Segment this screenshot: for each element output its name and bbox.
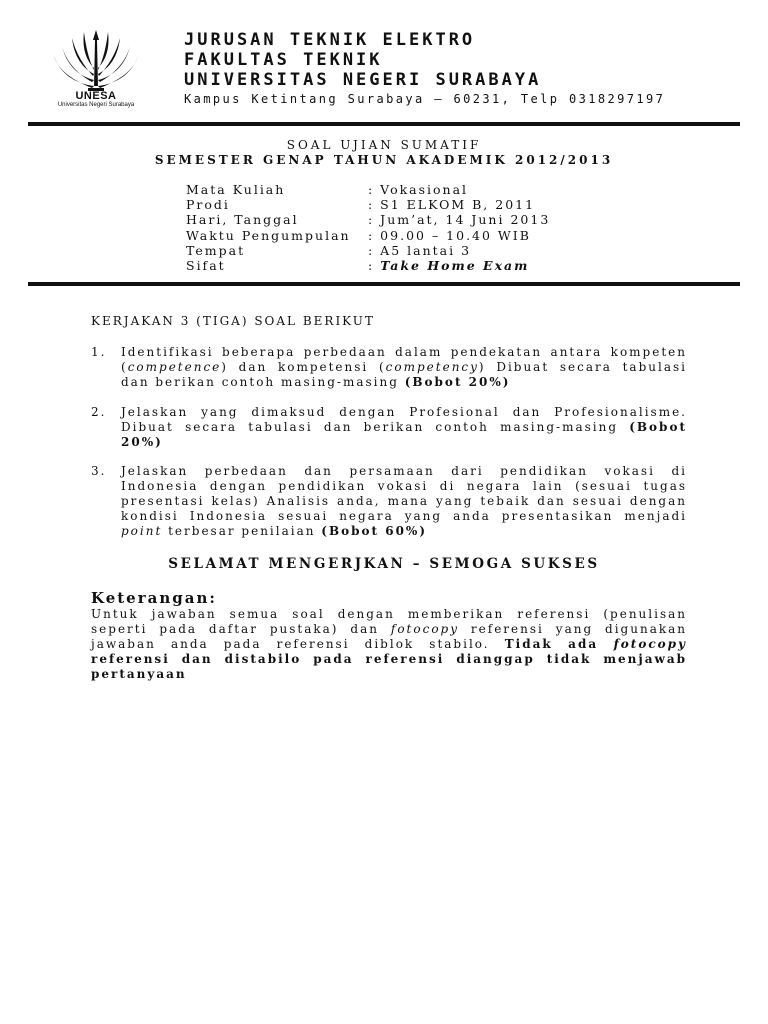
question-item <box>91 464 687 539</box>
info-row <box>186 258 550 273</box>
exam-info-table <box>186 182 550 273</box>
address: Kampus Ketintang Surabaya – 60231, Telp 0318297197 <box>184 92 666 106</box>
info-row <box>186 212 550 227</box>
info-row <box>186 243 550 258</box>
question-weight: (Bobot 20%) <box>121 420 687 449</box>
header-divider <box>28 122 740 126</box>
logo-name: UNESA <box>75 90 117 102</box>
info-value: Take Home Exam <box>380 257 530 273</box>
department-name: JURUSAN TEKNIK ELEKTRO <box>184 30 476 50</box>
info-value: : S1 ELKOM B, 2011 <box>368 197 536 213</box>
info-label: Prodi <box>186 197 230 213</box>
exam-semester: SEMESTER GENAP TAHUN AKADEMIK 2012/2013 <box>154 153 614 167</box>
question-number: 1. <box>91 345 107 359</box>
question-item <box>91 405 687 450</box>
info-value-prefix: : <box>368 257 381 273</box>
university-name: UNIVERSITAS NEGERI SURABAYA <box>184 70 542 90</box>
institution-header <box>184 30 541 90</box>
question-text: Identifikasi beberapa perbedaan dalam pendekatan antara kompeten (competence) dan kompetensi (competency) Dibuat secara tabulasi dan berikan contoh masing-masing (Bobot 20%) <box>121 345 687 389</box>
instructions-heading: KERJAKAN 3 (TIGA) SOAL BERIKUT <box>91 314 375 328</box>
info-label: Hari, Tanggal <box>186 212 299 228</box>
note-title: Keterangan: <box>91 589 217 607</box>
info-label: Waktu Pengumpulan <box>186 227 351 243</box>
info-value: : Jum’at, 14 Juni 2013 <box>368 212 551 228</box>
closing-message: SELAMAT MENGERJKAN – SEMOGA SUKSES <box>168 556 600 572</box>
logo-caption <box>36 90 156 108</box>
info-value: : Vokasional <box>368 182 469 197</box>
info-label: Mata Kuliah <box>186 182 286 197</box>
faculty-name: FAKULTAS TEKNIK <box>184 50 383 70</box>
info-label: Sifat <box>186 257 226 273</box>
question-number: 2. <box>91 405 107 419</box>
question-item <box>91 345 687 390</box>
question-number: 3. <box>91 464 107 478</box>
info-label: Tempat <box>186 242 246 258</box>
info-value: : A5 lantai 3 <box>368 242 472 258</box>
info-row <box>186 228 550 243</box>
logo-subtitle: Universitas Negeri Surabaya <box>57 102 135 108</box>
info-divider <box>28 282 740 286</box>
question-text: Jelaskan perbedaan dan persamaan dari pendidikan vokasi di Indonesia dengan pendidikan vokasi di negara lain (sesuai tugas presentasi kelas) Analisis anda, mana yang tebaik dan sesuai dengan kondisi Indonesia sesuai negara yang anda presentasikan menjadi point terbesar penilaian (Bobot 60%) <box>121 464 687 538</box>
note-text: Untuk jawaban semua soal dengan memberikan referensi (penulisan seperti pada daftar pustaka) dan fotocopy referensi yang digunakan jawaban anda pada referensi diblok stabilo. Tidak ada fotocopy referensi dan distabilo pada referensi dianggap tidak menjawab pertanyaan <box>91 607 688 681</box>
info-value: : 09.00 – 10.40 WIB <box>368 227 531 243</box>
info-row <box>186 182 550 197</box>
question-weight: (Bobot 60%) <box>321 524 428 538</box>
question-weight: (Bobot 20%) <box>404 375 511 389</box>
question-text: Jelaskan yang dimaksud dengan Profesional dan Profesionalisme. Dibuat secara tabulasi dan berikan contoh masing-masing (Bobot 20%) <box>121 405 687 449</box>
exam-title: SOAL UJIAN SUMATIF <box>286 138 482 152</box>
info-row <box>186 197 550 212</box>
